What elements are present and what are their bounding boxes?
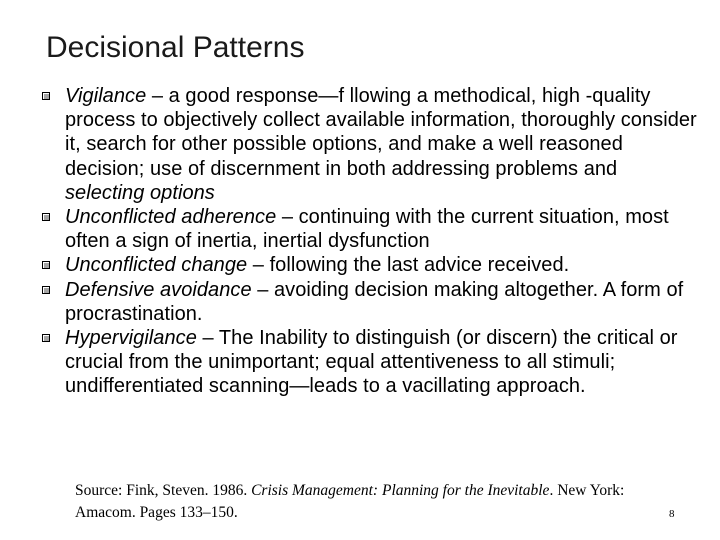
pattern-description: – The Inability to distinguish (or discern) the critical or crucial from the unimportant; equal attentiveness to all stimuli; undifferentiated scanning—leads to a vacillating approach. [65, 327, 678, 398]
slide-title: Decisional Patterns [46, 31, 305, 64]
pattern-description: – continuing with the current situation, most often a sign of inertia, inertial dysfunction [65, 206, 669, 253]
pattern-description: – following the last advice received. [247, 254, 570, 277]
source-citation [75, 480, 675, 524]
square-bullet-icon [42, 334, 50, 342]
page-number: 8 [669, 508, 675, 520]
pattern-term: Unconflicted adherence [65, 206, 277, 229]
citation-book-title: Crisis Management: Planning for the Inevitable [251, 482, 550, 499]
square-bullet-icon [42, 261, 50, 269]
pattern-list [40, 84, 700, 399]
pattern-description-emphasis: selecting options [65, 181, 215, 204]
square-bullet-icon [42, 92, 50, 100]
list-item [40, 253, 700, 277]
pattern-term: Vigilance [65, 85, 147, 107]
list-item [40, 205, 700, 253]
list-item [40, 84, 700, 205]
pattern-term: Hypervigilance [65, 327, 197, 350]
pattern-description: – avoiding decision making altogether. A form of procrastination. [65, 278, 684, 325]
citation-suffix: . New York: Amacom. Pages 133–150. [75, 482, 625, 521]
citation-prefix: Source: Fink, Steven. 1986. [75, 482, 252, 499]
pattern-description: – a good response—f llowing a methodical, high -quality process to objectively collect available information, thoroughly consider it, search for other possible options, and make a well reasoned decision; use of discernment in both addressing problems and [65, 85, 697, 180]
pattern-term: Unconflicted change [65, 254, 248, 277]
square-bullet-icon [42, 286, 50, 294]
square-bullet-icon [42, 213, 50, 221]
list-item [40, 326, 700, 399]
list-item [40, 278, 700, 326]
pattern-term: Defensive avoidance [65, 278, 252, 301]
